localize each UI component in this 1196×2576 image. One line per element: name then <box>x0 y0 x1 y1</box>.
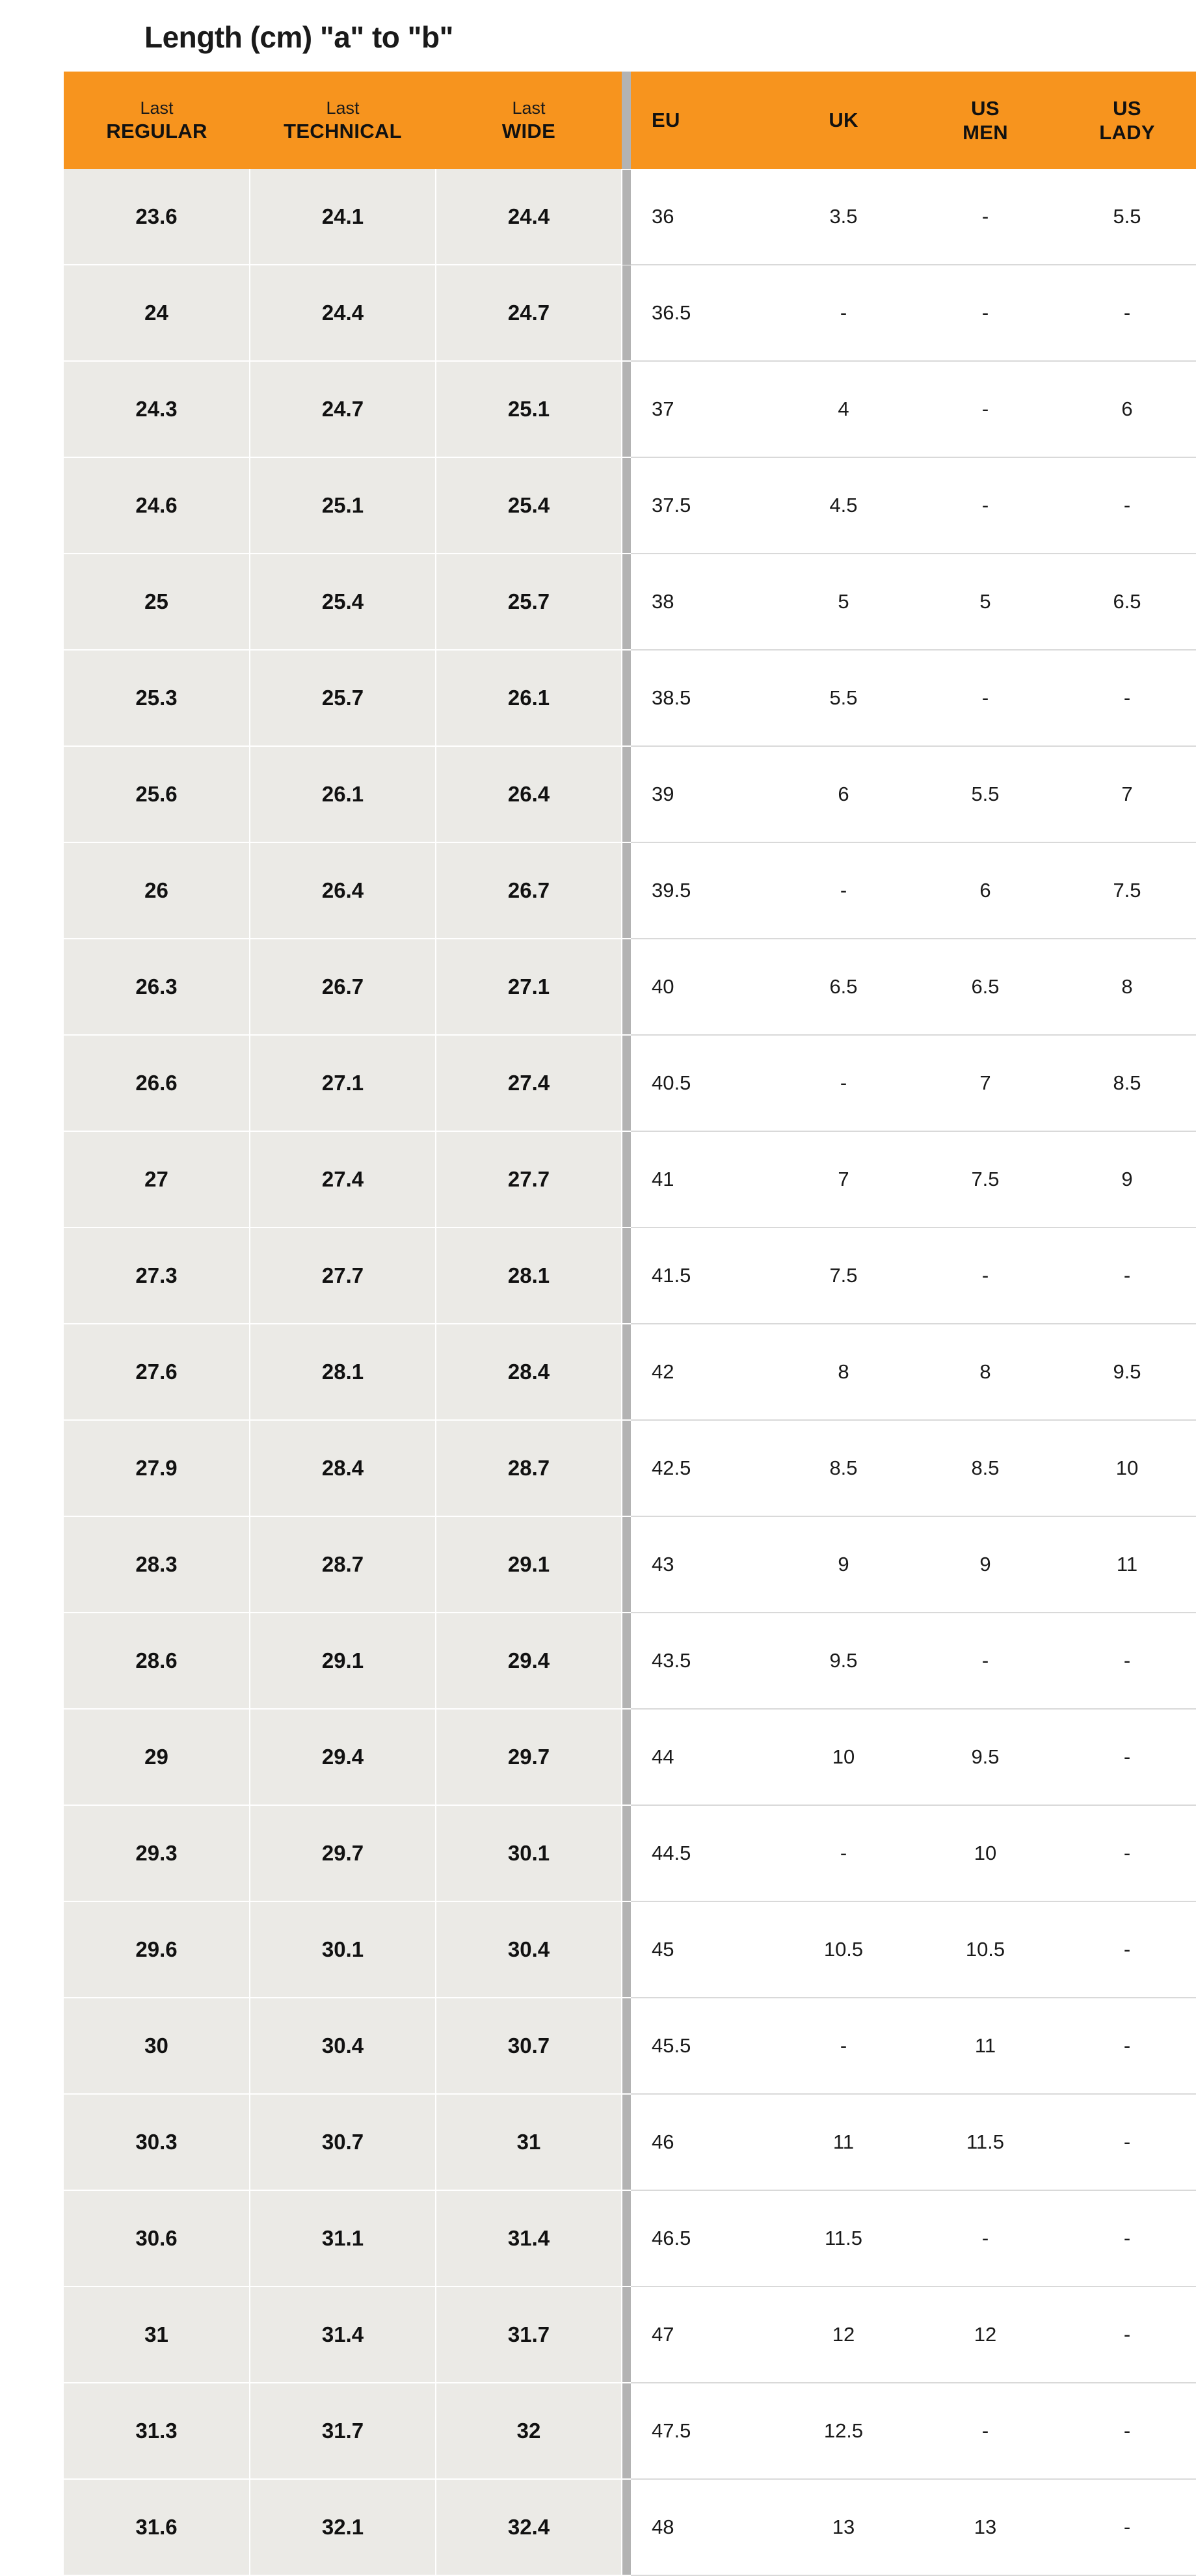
cell-us-lady: - <box>1056 1901 1196 1998</box>
cell-last-regular: 27 <box>64 1131 250 1228</box>
table-row <box>64 1516 1196 1613</box>
divider-bar <box>622 1902 631 1997</box>
column-divider <box>622 1613 631 1709</box>
divider-bar <box>622 1710 631 1805</box>
column-divider <box>622 361 631 457</box>
cell-us-lady: - <box>1056 1805 1196 1901</box>
cell-last-regular: 29.3 <box>64 1805 250 1901</box>
cell-uk: 10.5 <box>773 1901 914 1998</box>
cell-last-wide: 31 <box>436 2094 622 2190</box>
cell-us-men: - <box>914 1613 1056 1709</box>
column-header-last-technical <box>250 72 436 169</box>
cell-eu: 44.5 <box>631 1805 773 1901</box>
table-row <box>64 2383 1196 2479</box>
divider-bar <box>622 1228 631 1323</box>
cell-uk: 4.5 <box>773 457 914 554</box>
cell-us-men: 10 <box>914 1805 1056 1901</box>
table-row <box>64 939 1196 1035</box>
cell-last-regular: 26 <box>64 842 250 939</box>
cell-uk: 3.5 <box>773 169 914 265</box>
table-row <box>64 265 1196 361</box>
cell-eu: 38 <box>631 554 773 650</box>
cell-eu: 45.5 <box>631 1998 773 2094</box>
column-header-uk-line1: UK <box>829 109 858 132</box>
cell-eu: 37 <box>631 361 773 457</box>
cell-last-regular: 30.3 <box>64 2094 250 2190</box>
divider-bar <box>622 2480 631 2575</box>
cell-last-wide: 24.4 <box>436 169 622 265</box>
cell-us-men: - <box>914 2190 1056 2287</box>
cell-eu: 40 <box>631 939 773 1035</box>
cell-eu: 39 <box>631 746 773 842</box>
cell-last-technical: 29.1 <box>250 1613 436 1709</box>
cell-last-regular: 27.9 <box>64 1420 250 1516</box>
cell-uk: 13 <box>773 2479 914 2575</box>
cell-us-men: 11.5 <box>914 2094 1056 2190</box>
cell-last-wide: 27.4 <box>436 1035 622 1131</box>
cell-last-technical: 24.4 <box>250 265 436 361</box>
cell-last-wide: 32.4 <box>436 2479 622 2575</box>
cell-us-men: 9 <box>914 1516 1056 1613</box>
cell-us-lady: 9 <box>1056 1131 1196 1228</box>
cell-us-men: - <box>914 169 1056 265</box>
table-row <box>64 361 1196 457</box>
column-header-last-wide <box>436 72 622 169</box>
cell-eu: 39.5 <box>631 842 773 939</box>
cell-last-regular: 31 <box>64 2287 250 2383</box>
cell-last-wide: 24.7 <box>436 265 622 361</box>
column-header-last-regular-line2: REGULAR <box>106 119 207 142</box>
cell-last-regular: 27.3 <box>64 1228 250 1324</box>
column-header-last-regular <box>64 72 250 169</box>
divider-bar <box>622 458 631 553</box>
cell-last-wide: 30.1 <box>436 1805 622 1901</box>
column-header-us-men <box>914 72 1056 169</box>
table-row <box>64 746 1196 842</box>
cell-last-regular: 29.6 <box>64 1901 250 1998</box>
cell-us-men: 8.5 <box>914 1420 1056 1516</box>
cell-last-regular: 24.6 <box>64 457 250 554</box>
cell-last-technical: 32.1 <box>250 2479 436 2575</box>
cell-us-lady: - <box>1056 457 1196 554</box>
cell-last-regular: 31.6 <box>64 2479 250 2575</box>
cell-last-regular: 25.3 <box>64 650 250 746</box>
cell-eu: 43.5 <box>631 1613 773 1709</box>
column-divider <box>622 1420 631 1516</box>
column-divider <box>622 72 631 169</box>
table-header <box>64 72 1196 169</box>
cell-uk: 6.5 <box>773 939 914 1035</box>
cell-last-regular: 29 <box>64 1709 250 1805</box>
column-header-us-men-line1: US <box>971 96 1000 120</box>
cell-eu: 43 <box>631 1516 773 1613</box>
cell-last-regular: 25 <box>64 554 250 650</box>
cell-us-men: 6 <box>914 842 1056 939</box>
cell-last-technical: 30.1 <box>250 1901 436 1998</box>
cell-last-technical: 30.4 <box>250 1998 436 2094</box>
divider-bar <box>622 2383 631 2478</box>
cell-last-technical: 26.4 <box>250 842 436 939</box>
cell-us-lady: - <box>1056 1613 1196 1709</box>
divider-bar <box>622 939 631 1034</box>
cell-last-regular: 24.3 <box>64 361 250 457</box>
cell-uk: 5.5 <box>773 650 914 746</box>
column-header-last-regular-line1: Last <box>140 98 174 118</box>
cell-us-lady: 10 <box>1056 1420 1196 1516</box>
cell-uk: 8.5 <box>773 1420 914 1516</box>
cell-eu: 48 <box>631 2479 773 2575</box>
cell-last-technical: 31.4 <box>250 2287 436 2383</box>
cell-us-lady: 7.5 <box>1056 842 1196 939</box>
table-row <box>64 1709 1196 1805</box>
column-divider <box>622 554 631 650</box>
cell-uk: 6 <box>773 746 914 842</box>
column-divider <box>622 746 631 842</box>
table-row <box>64 650 1196 746</box>
table-row <box>64 1324 1196 1420</box>
cell-last-technical: 28.1 <box>250 1324 436 1420</box>
cell-uk: - <box>773 1035 914 1131</box>
cell-us-lady: 8 <box>1056 939 1196 1035</box>
cell-last-technical: 29.7 <box>250 1805 436 1901</box>
cell-us-men: 13 <box>914 2479 1056 2575</box>
table-row <box>64 457 1196 554</box>
cell-eu: 47 <box>631 2287 773 2383</box>
cell-us-lady: 6.5 <box>1056 554 1196 650</box>
cell-us-lady: - <box>1056 1228 1196 1324</box>
cell-uk: 12 <box>773 2287 914 2383</box>
cell-eu: 47.5 <box>631 2383 773 2479</box>
cell-uk: - <box>773 265 914 361</box>
cell-last-wide: 27.1 <box>436 939 622 1035</box>
cell-us-men: - <box>914 361 1056 457</box>
cell-last-wide: 25.4 <box>436 457 622 554</box>
column-header-us-lady <box>1056 72 1196 169</box>
table-body <box>64 169 1196 2575</box>
cell-us-lady: - <box>1056 2383 1196 2479</box>
cell-last-wide: 29.4 <box>436 1613 622 1709</box>
size-table-container <box>0 72 1196 2576</box>
cell-us-lady: - <box>1056 265 1196 361</box>
cell-last-regular: 23.6 <box>64 169 250 265</box>
column-header-last-technical-line1: Last <box>326 98 360 118</box>
divider-bar <box>622 72 631 169</box>
cell-uk: - <box>773 842 914 939</box>
column-divider <box>622 1228 631 1324</box>
header-row <box>64 72 1196 169</box>
table-row <box>64 1613 1196 1709</box>
cell-last-technical: 24.7 <box>250 361 436 457</box>
column-header-last-wide-line2: WIDE <box>501 119 556 142</box>
cell-us-lady: 6 <box>1056 361 1196 457</box>
cell-us-lady: - <box>1056 2287 1196 2383</box>
cell-eu: 46 <box>631 2094 773 2190</box>
divider-bar <box>622 651 631 745</box>
cell-us-lady: 11 <box>1056 1516 1196 1613</box>
column-divider <box>622 1131 631 1228</box>
divider-bar <box>622 265 631 360</box>
cell-us-men: 5.5 <box>914 746 1056 842</box>
cell-last-wide: 28.4 <box>436 1324 622 1420</box>
cell-us-lady: - <box>1056 1709 1196 1805</box>
column-divider <box>622 1709 631 1805</box>
divider-bar <box>622 2095 631 2190</box>
cell-eu: 46.5 <box>631 2190 773 2287</box>
column-divider <box>622 457 631 554</box>
column-header-us-men-line2: MEN <box>963 121 1008 144</box>
cell-eu: 36 <box>631 169 773 265</box>
table-row <box>64 1901 1196 1998</box>
column-divider <box>622 650 631 746</box>
table-row <box>64 1035 1196 1131</box>
cell-us-men: 10.5 <box>914 1901 1056 1998</box>
divider-bar <box>622 747 631 842</box>
column-divider <box>622 2287 631 2383</box>
cell-last-technical: 29.4 <box>250 1709 436 1805</box>
cell-last-technical: 27.7 <box>250 1228 436 1324</box>
table-row <box>64 1131 1196 1228</box>
cell-last-technical: 25.1 <box>250 457 436 554</box>
cell-uk: 12.5 <box>773 2383 914 2479</box>
cell-last-regular: 26.6 <box>64 1035 250 1131</box>
divider-bar <box>622 170 631 265</box>
column-divider <box>622 1324 631 1420</box>
cell-uk: 11.5 <box>773 2190 914 2287</box>
cell-last-technical: 31.7 <box>250 2383 436 2479</box>
cell-last-regular: 28.6 <box>64 1613 250 1709</box>
column-divider <box>622 842 631 939</box>
cell-last-wide: 28.7 <box>436 1420 622 1516</box>
cell-last-regular: 24 <box>64 265 250 361</box>
cell-eu: 36.5 <box>631 265 773 361</box>
cell-last-technical: 28.7 <box>250 1516 436 1613</box>
cell-last-technical: 27.1 <box>250 1035 436 1131</box>
table-row <box>64 2479 1196 2575</box>
divider-bar <box>622 1806 631 1901</box>
cell-last-regular: 25.6 <box>64 746 250 842</box>
divider-bar <box>622 1324 631 1419</box>
cell-uk: - <box>773 1998 914 2094</box>
divider-bar <box>622 1517 631 1612</box>
cell-last-wide: 25.7 <box>436 554 622 650</box>
table-row <box>64 554 1196 650</box>
cell-eu: 38.5 <box>631 650 773 746</box>
cell-us-men: 6.5 <box>914 939 1056 1035</box>
cell-last-wide: 30.4 <box>436 1901 622 1998</box>
cell-last-technical: 27.4 <box>250 1131 436 1228</box>
cell-last-regular: 30 <box>64 1998 250 2094</box>
column-divider <box>622 1998 631 2094</box>
table-row <box>64 1420 1196 1516</box>
cell-us-men: - <box>914 1228 1056 1324</box>
cell-us-lady: 5.5 <box>1056 169 1196 265</box>
cell-us-lady: 8.5 <box>1056 1035 1196 1131</box>
column-divider <box>622 2479 631 2575</box>
cell-last-wide: 29.1 <box>436 1516 622 1613</box>
table-row <box>64 1998 1196 2094</box>
column-divider <box>622 2094 631 2190</box>
cell-eu: 45 <box>631 1901 773 1998</box>
table-row <box>64 1805 1196 1901</box>
cell-us-men: 7.5 <box>914 1131 1056 1228</box>
cell-uk: 5 <box>773 554 914 650</box>
cell-last-wide: 30.7 <box>436 1998 622 2094</box>
cell-last-technical: 25.4 <box>250 554 436 650</box>
cell-us-men: - <box>914 457 1056 554</box>
divider-bar <box>622 2191 631 2286</box>
cell-last-wide: 31.4 <box>436 2190 622 2287</box>
table-row <box>64 842 1196 939</box>
table-row <box>64 2190 1196 2287</box>
column-header-uk <box>773 72 914 169</box>
cell-us-lady: - <box>1056 2479 1196 2575</box>
cell-eu: 41.5 <box>631 1228 773 1324</box>
column-header-eu-line1: EU <box>652 109 680 132</box>
column-header-last-wide-line1: Last <box>512 98 546 118</box>
cell-uk: 4 <box>773 361 914 457</box>
cell-last-technical: 30.7 <box>250 2094 436 2190</box>
cell-eu: 42.5 <box>631 1420 773 1516</box>
column-divider <box>622 2190 631 2287</box>
cell-last-regular: 26.3 <box>64 939 250 1035</box>
divider-bar <box>622 1421 631 1516</box>
cell-eu: 40.5 <box>631 1035 773 1131</box>
cell-us-men: 8 <box>914 1324 1056 1420</box>
column-header-us-lady-line1: US <box>1113 96 1141 120</box>
column-divider <box>622 1805 631 1901</box>
cell-us-lady: - <box>1056 1998 1196 2094</box>
cell-last-technical: 25.7 <box>250 650 436 746</box>
size-table <box>64 72 1196 2576</box>
column-divider <box>622 939 631 1035</box>
divider-bar <box>622 1036 631 1131</box>
table-row <box>64 2094 1196 2190</box>
cell-us-lady: - <box>1056 2190 1196 2287</box>
cell-eu: 37.5 <box>631 457 773 554</box>
cell-last-technical: 26.1 <box>250 746 436 842</box>
column-divider <box>622 265 631 361</box>
cell-us-men: 9.5 <box>914 1709 1056 1805</box>
cell-uk: 11 <box>773 2094 914 2190</box>
cell-uk: 7 <box>773 1131 914 1228</box>
cell-uk: 7.5 <box>773 1228 914 1324</box>
cell-us-lady: - <box>1056 2094 1196 2190</box>
column-divider <box>622 1035 631 1131</box>
cell-last-wide: 31.7 <box>436 2287 622 2383</box>
cell-eu: 41 <box>631 1131 773 1228</box>
table-row <box>64 169 1196 265</box>
cell-last-technical: 24.1 <box>250 169 436 265</box>
cell-us-lady: - <box>1056 650 1196 746</box>
column-divider <box>622 1516 631 1613</box>
cell-last-wide: 26.1 <box>436 650 622 746</box>
divider-bar <box>622 1132 631 1227</box>
cell-last-technical: 31.1 <box>250 2190 436 2287</box>
cell-us-men: 12 <box>914 2287 1056 2383</box>
cell-us-men: - <box>914 265 1056 361</box>
cell-us-men: 11 <box>914 1998 1056 2094</box>
column-divider <box>622 1901 631 1998</box>
cell-last-wide: 26.7 <box>436 842 622 939</box>
cell-last-wide: 27.7 <box>436 1131 622 1228</box>
column-header-eu <box>631 72 773 169</box>
cell-last-wide: 28.1 <box>436 1228 622 1324</box>
cell-us-lady: 9.5 <box>1056 1324 1196 1420</box>
cell-last-wide: 25.1 <box>436 361 622 457</box>
table-row <box>64 1228 1196 1324</box>
column-divider <box>622 169 631 265</box>
divider-bar <box>622 1998 631 2093</box>
cell-last-wide: 26.4 <box>436 746 622 842</box>
cell-us-men: 5 <box>914 554 1056 650</box>
cell-eu: 42 <box>631 1324 773 1420</box>
divider-bar <box>622 843 631 938</box>
cell-last-wide: 32 <box>436 2383 622 2479</box>
cell-uk: 10 <box>773 1709 914 1805</box>
column-divider <box>622 2383 631 2479</box>
cell-last-regular: 28.3 <box>64 1516 250 1613</box>
divider-bar <box>622 1613 631 1708</box>
cell-us-men: - <box>914 2383 1056 2479</box>
cell-last-regular: 27.6 <box>64 1324 250 1420</box>
cell-uk: 9 <box>773 1516 914 1613</box>
divider-bar <box>622 362 631 457</box>
column-header-last-technical-line2: TECHNICAL <box>284 119 402 142</box>
divider-bar <box>622 554 631 649</box>
cell-last-regular: 30.6 <box>64 2190 250 2287</box>
cell-eu: 44 <box>631 1709 773 1805</box>
cell-last-technical: 26.7 <box>250 939 436 1035</box>
table-row <box>64 2287 1196 2383</box>
cell-us-lady: 7 <box>1056 746 1196 842</box>
page-title: Length (cm) "a" to "b" <box>144 20 453 54</box>
cell-last-regular: 31.3 <box>64 2383 250 2479</box>
cell-uk: - <box>773 1805 914 1901</box>
column-header-us-lady-line2: LADY <box>1099 121 1155 144</box>
cell-us-men: - <box>914 650 1056 746</box>
cell-uk: 8 <box>773 1324 914 1420</box>
divider-bar <box>622 2287 631 2382</box>
cell-last-technical: 28.4 <box>250 1420 436 1516</box>
cell-us-men: 7 <box>914 1035 1056 1131</box>
cell-uk: 9.5 <box>773 1613 914 1709</box>
cell-last-wide: 29.7 <box>436 1709 622 1805</box>
